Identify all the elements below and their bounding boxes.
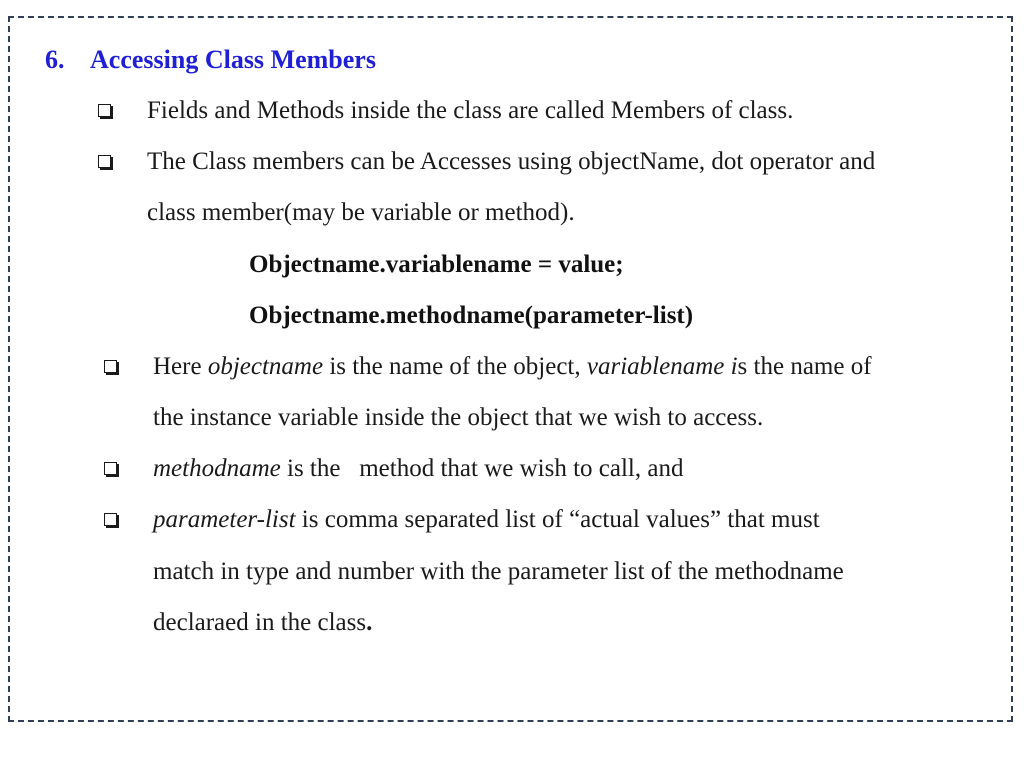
methodname-explanation: methodname is the method that we wish to call, and xyxy=(153,455,684,482)
term-methodname: methodname xyxy=(153,455,281,482)
section-number: 6. xyxy=(45,45,65,74)
syntax-variable-access: Objectname.variablename = value; xyxy=(249,251,624,278)
section-title: Accessing Class Members xyxy=(90,45,376,74)
square-bullet-icon xyxy=(104,513,117,526)
syntax-method-call: Objectname.methodname(parameter-list) xyxy=(249,302,694,329)
square-bullet-icon xyxy=(104,462,117,475)
bullet-1-text: Fields and Methods inside the class are called Members of class. xyxy=(147,97,794,124)
objectname-explanation: Here objectname is the name of the object, variablename is the name of xyxy=(153,353,872,380)
paramlist-explanation-continuation-2: declaraed in the class. xyxy=(153,609,373,636)
term-objectname: objectname xyxy=(207,353,324,380)
paramlist-explanation: parameter-list is comma separated list of “actual values” that must xyxy=(153,506,820,533)
square-bullet-icon xyxy=(98,155,111,168)
bullet-2-text-line-2: class member(may be variable or method). xyxy=(147,199,575,226)
square-bullet-icon xyxy=(98,104,111,117)
term-variablename: variablename i xyxy=(586,353,738,380)
bullet-2-text-line-1: The Class members can be Accesses using objectName, dot operator and xyxy=(147,148,876,175)
section-heading xyxy=(45,44,376,76)
objectname-explanation-continuation: the instance variable inside the object that we wish to access. xyxy=(153,404,764,431)
term-parameter-list: parameter-list xyxy=(153,506,296,533)
paramlist-explanation-continuation-1: match in type and number with the parameter list of the methodname xyxy=(153,558,844,585)
square-bullet-icon xyxy=(104,360,117,373)
